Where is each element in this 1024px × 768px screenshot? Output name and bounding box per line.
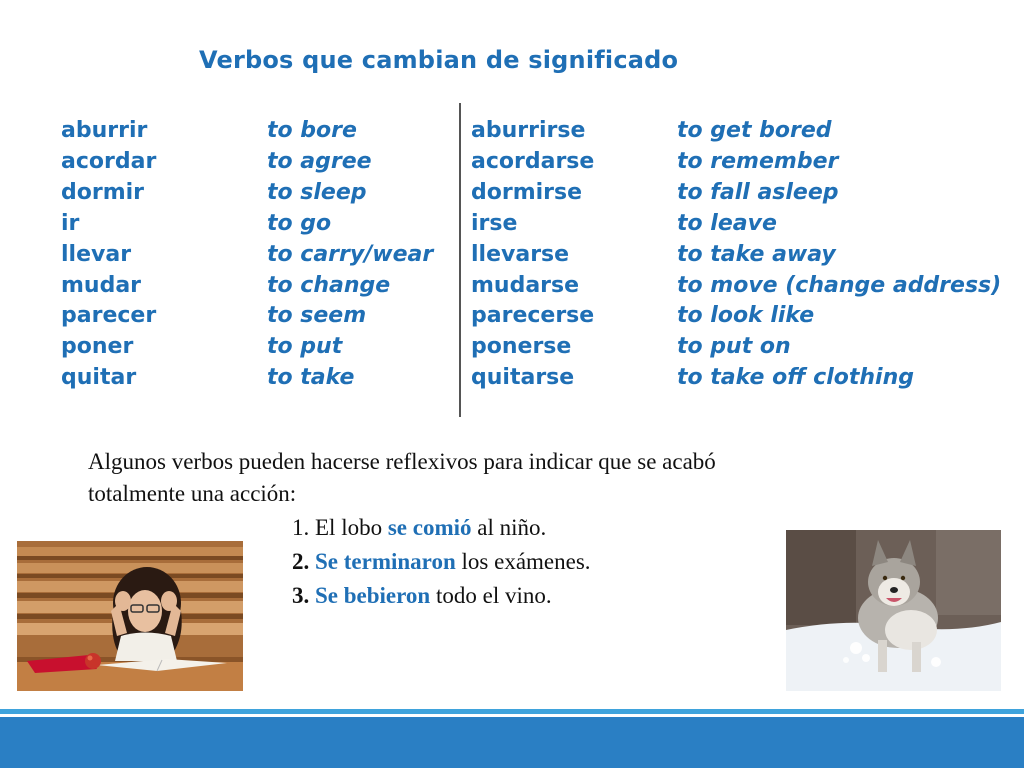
verb-reflexive: llevarse	[471, 241, 570, 267]
verb-base-meaning: to agree	[267, 148, 372, 174]
verb-reflexive-meaning: to get bored	[677, 118, 832, 143]
verb-reflexive: irse	[471, 210, 518, 236]
footer-bar	[0, 717, 1024, 768]
reflexive-verbs-column	[471, 116, 594, 394]
verb-reflexive-meaning: to take off clothing	[677, 365, 914, 391]
verb-reflexive-meaning: to fall asleep	[677, 179, 839, 205]
verb-reflexive: parecerse	[471, 303, 595, 329]
verb-base-meaning: to go	[267, 210, 332, 236]
footer-accent-line	[0, 709, 1024, 714]
example-item	[292, 511, 591, 545]
verb-reflexive: mudarse	[471, 272, 580, 298]
verb-base: poner	[61, 334, 134, 360]
student-studying-photo	[17, 541, 243, 691]
english-meanings-column	[267, 116, 433, 394]
example-item	[292, 579, 591, 613]
verb-base: mudar	[61, 272, 142, 298]
paragraph-line: totalmente una acción:	[88, 481, 297, 506]
verb-reflexive-meaning: to look like	[677, 303, 815, 329]
verb-reflexive: aburrirse	[471, 118, 586, 143]
example-after: al niño.	[471, 515, 547, 540]
reflexive-meanings-column	[677, 116, 1001, 394]
verb-reflexive: dormirse	[471, 179, 583, 205]
spanish-verbs-column	[61, 116, 156, 394]
verb-reflexive-meaning: to put on	[677, 334, 791, 360]
verb-base-meaning: to seem	[267, 303, 367, 329]
examples-list	[292, 511, 591, 613]
slide-title: Verbos que cambian de significado	[199, 46, 679, 74]
verb-base: dormir	[61, 179, 145, 205]
paragraph-line: Algunos verbos pueden hacerse reflexivos para indicar que se acabó	[88, 449, 716, 474]
example-after: todo el vino.	[430, 583, 552, 608]
verb-base-meaning: to sleep	[267, 179, 367, 205]
example-highlight: Se terminaron	[315, 549, 456, 574]
example-number: 1.	[292, 515, 310, 540]
verb-reflexive-meaning: to leave	[677, 210, 777, 236]
verb-base-meaning: to carry/wear	[267, 241, 434, 267]
explanation-paragraph	[88, 446, 908, 510]
verb-base: acordar	[61, 148, 157, 174]
example-item	[292, 545, 591, 579]
example-number: 3.	[292, 583, 310, 608]
verb-reflexive-meaning: to move (change address)	[677, 272, 1002, 298]
example-highlight: se comió	[387, 515, 472, 540]
verb-base-meaning: to take	[267, 365, 355, 391]
example-number: 2.	[292, 549, 310, 574]
verb-reflexive: acordarse	[471, 148, 595, 174]
verb-reflexive: quitarse	[471, 365, 575, 391]
verb-base-meaning: to put	[267, 334, 343, 360]
example-after: los exámenes.	[455, 549, 591, 574]
column-divider	[459, 103, 461, 417]
verb-base: parecer	[61, 303, 157, 329]
verb-base-meaning: to change	[267, 272, 391, 298]
verb-base-meaning: to bore	[267, 118, 357, 143]
verb-reflexive: ponerse	[471, 334, 572, 360]
verb-base: ir	[61, 210, 80, 236]
example-highlight: Se bebieron	[315, 583, 431, 608]
verb-base: quitar	[61, 365, 137, 391]
verb-reflexive-meaning: to take away	[677, 241, 836, 267]
verb-base: llevar	[61, 241, 132, 267]
verb-base: aburrir	[61, 118, 148, 143]
example-before: El lobo	[315, 515, 388, 540]
verb-reflexive-meaning: to remember	[677, 148, 839, 174]
wolf-running-in-snow-photo	[786, 530, 1001, 691]
